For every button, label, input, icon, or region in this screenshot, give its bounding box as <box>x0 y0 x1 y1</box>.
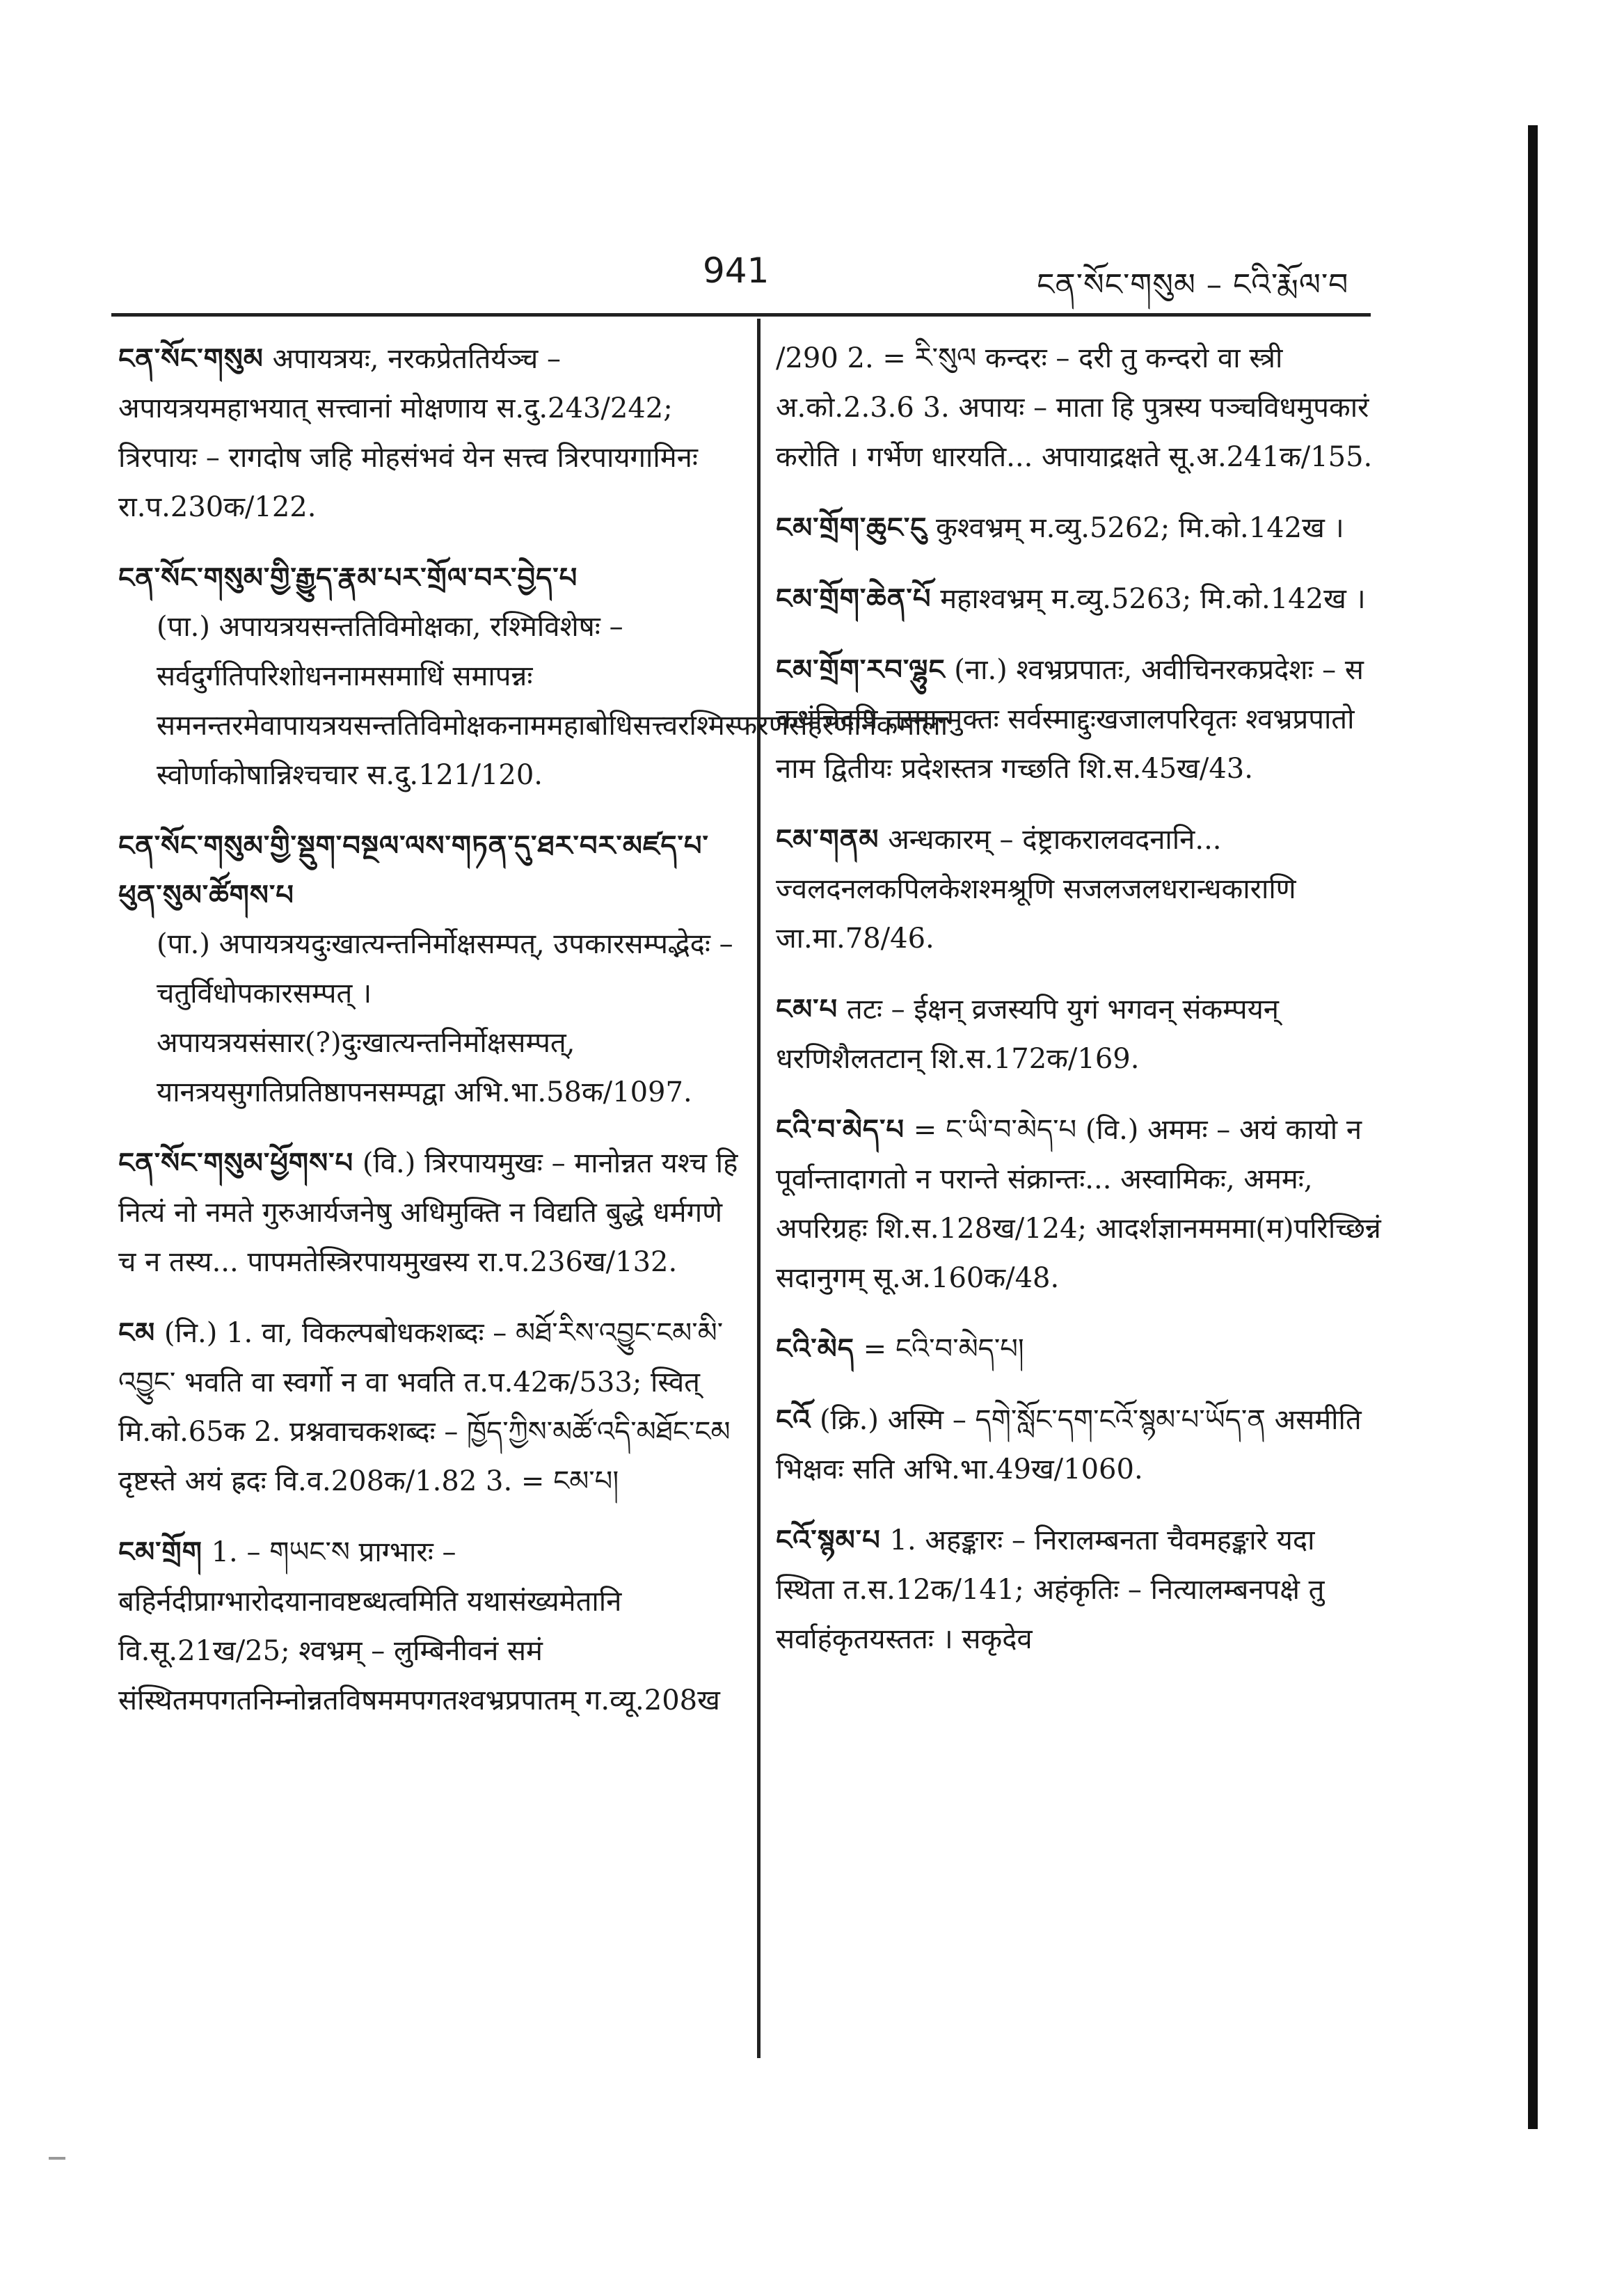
entry-text: महाश्वभ्रम् म.व्यु.5263; मि.को.142ख । <box>940 583 1366 615</box>
margin-bar <box>1528 125 1538 2129</box>
entry-headword: ངན་སོང་གསུམ་གྱི་རྒྱུད་རྣམ་པར་གྲོལ་བར་བྱེད་པ <box>118 561 578 594</box>
entry-headword: ངན་སོང་གསུམ་ཕྱོགས་པ <box>118 1147 354 1179</box>
entry-headword: ངན་སོང་གསུམ་གྱི་སྡུག་བསྔལ་ལས་གཏན་དུ་ཐར་བར་མཛད་པ་ཕུན་སུམ་ཚོགས་པ <box>118 829 709 911</box>
entry-text: अन्धकारम् – दंष्ट्राकरालवदनानि... ज्वलदनलकपिलकेशश्मश्रूणि सजलजलधरान्धकाराणि जा.मा.78/46. <box>776 824 1296 955</box>
running-head: ངན་སོང་གསུམ – ངའི་རྨོལ་བ <box>1037 267 1349 303</box>
dictionary-entry <box>776 1515 1381 1664</box>
entry-headword: ངའི་མེད <box>776 1332 854 1365</box>
entry-text: (क्रि.) अस्मि – དགེ་སློང་དག་ངའོ་སྙམ་པ་ཡོད་ན असमीति भिक्षवः सति अभि.भा.49ख/1060. <box>776 1404 1362 1485</box>
entry-text: = ང་ཡི་བ་མེད་པ (वि.) अममः – अयं कायो न पूर्वान्तादागतो न परान्ते संक्रान्तः... अस्वामिकः, अममः, अपरिग्रहः शि.स.128ख/124; आदर्शज्ञानमममा(म)परिच्छिन्नं सदानुगम् सू.अ.160क/48. <box>776 1114 1381 1294</box>
entry-text: तटः – ईक्षन् व्रजस्यपि युगं भगवन् संकम्पयन् धरणिशैलतटान् शि.स.172क/169. <box>776 994 1279 1075</box>
page-number: 941 <box>703 250 770 291</box>
dictionary-entry-continued <box>776 334 1381 482</box>
dictionary-entry <box>118 1138 741 1287</box>
entry-headword: ངའོ <box>776 1403 811 1436</box>
dictionary-entry <box>776 1395 1381 1495</box>
header-rule <box>111 313 1371 317</box>
entry-headword: ངམ་གྲོག <box>118 1536 202 1568</box>
dictionary-entry <box>776 985 1381 1084</box>
entry-headword: ངའི་བ་མེད་པ <box>776 1113 905 1146</box>
dictionary-entry <box>776 574 1381 624</box>
dictionary-entry <box>118 334 741 532</box>
dictionary-entry <box>776 645 1381 794</box>
dictionary-entry <box>118 1308 741 1506</box>
entry-text: 1. अहङ्कारः – निरालम्बनता चैवमहङ्कारे यदा स्थिता त.स.12क/141; अहंकृतिः – नित्यालम्बनपक्षे तु सर्वाहंकृतयस्ततः । सकृदेव <box>776 1524 1325 1655</box>
dictionary-entry <box>776 1105 1381 1303</box>
right-column <box>776 334 1381 1685</box>
dictionary-entry <box>776 1324 1381 1374</box>
entry-text: (पा.) अपायत्रयसन्ततिविमोक्षका, रश्मिविशेषः – सर्वदुर्गतिपरिशोधननामसमाधिं समापन्नः समनन्तरमेवापायत्रयसन्ततिविमोक्षकनाममहाबोधिसत्त्वरश्मिस्फरणसंहरणानेकमाला स्वोर्णाकोषान्निश्चचार स.दु.121/120. <box>157 611 948 791</box>
entry-text: /290 2. = རི་སུལ कन्दरः – दरी तु कन्दरो वा स्त्री अ.को.2.3.6 3. अपायः – माता हि पुत्रस्य पञ्चविधमुपकारं करोति । गर्भेण धारयति... अपायाद्रक्षते सू.अ.241क/155. <box>776 342 1373 473</box>
dictionary-entry <box>118 821 741 1117</box>
entry-text: 1. – གཡང་ས प्राग्भारः – बहिर्नदीप्राग्भारोदयानावष्टब्धत्वमिति यथासंख्यमेतानि वि.सू.21ख/25; श्वभ्रम् – लुम्बिनीवनं समं संस्थितमपगतनिम्नोन्नतविषममपगतश्वभ्रप्रपातम् ग.व्यू.208ख <box>118 1536 720 1716</box>
scan-smudge <box>49 2157 65 2160</box>
entry-text: कुश्वभ्रम् म.व्यु.5262; मि.को.142ख । <box>936 512 1344 544</box>
entry-text: (ना.) श्वभ्रप्रपातः, अवीचिनरकप्रदेशः – स कथंचिदपि तस्मान्मुक्तः सर्वस्माद्दुःखजालपरिवृतः श्वभ्रप्रपातो नाम द्वितीयः प्रदेशस्तत्र गच्छति शि.स.45ख/43. <box>776 654 1364 785</box>
entry-headword: ངམ་གྲོག་ཆུང་ངུ <box>776 511 928 544</box>
entry-text: अपायत्रयः, नरकप्रेततिर्यञ्च – अपायत्रयमहाभयात् सत्त्वानां मोक्षणाय स.दु.243/242; त्रिरपायः – रागदोष जहि मोहसंभवं येन सत्त्व त्रिरपायगामिनः रा.प.230क/122. <box>118 343 698 523</box>
entry-text: (वि.) त्रिरपायमुखः – मानोन्नत यश्च हि नित्यं नो नमते गुरुआर्यजनेषु अधिमुक्ति न विद्यति बुद्धे धर्मगणे च न तस्य... पापमतेस्त्रिरपायमुखस्य रा.प.236ख/132. <box>118 1147 738 1278</box>
entry-headword: ངམ་གྲོག་རབ་ལྷུང <box>776 653 946 686</box>
entry-headword: ངའོ་སྙམ་པ <box>776 1524 881 1556</box>
entry-headword: ངན་སོང་གསུམ <box>118 342 264 375</box>
entry-headword: ངམ་གནམ <box>776 823 879 856</box>
entry-headword: ངམ་གྲོག་ཆེན་པོ <box>776 582 932 615</box>
entry-text: = ངའི་བ་མེད་པ། <box>863 1333 1024 1365</box>
entry-text: (नि.) 1. वा, विकल्पबोधकशब्दः – མཐོ་རིས་འབྱུང་ངམ་མི་འབྱུང་ भवति वा स्वर्गो न वा भवति त.प.42क/533; स्वित् मि.को.65क 2. प्रश्नवाचकशब्दः – ཁྱོད་ཀྱིས་མཚོ་འདི་མཐོང་ངམ दृष्टस्ते अयं ह्रदः वि.व.208क/1.82 3. = ངམ་པ། <box>118 1317 731 1497</box>
dictionary-entry <box>776 503 1381 553</box>
column-divider <box>757 319 761 2058</box>
dictionary-entry <box>118 1527 741 1726</box>
entry-headword: ངམ་པ <box>776 993 838 1026</box>
dictionary-entry <box>776 815 1381 964</box>
entry-headword: ངམ <box>118 1316 156 1349</box>
entry-text: (पा.) अपायत्रयदुःखात्यन्तनिर्मोक्षसम्पत्, उपकारसम्पद्भेदः – चतुर्विधोपकारसम्पत् । अपायत्रयसंसार(?)दुःखात्यन्तनिर्मोक्षसम्पत्, यानत्रयसुगतिप्रतिष्ठापनसम्पद्वा अभि.भा.58क/1097. <box>157 928 733 1108</box>
